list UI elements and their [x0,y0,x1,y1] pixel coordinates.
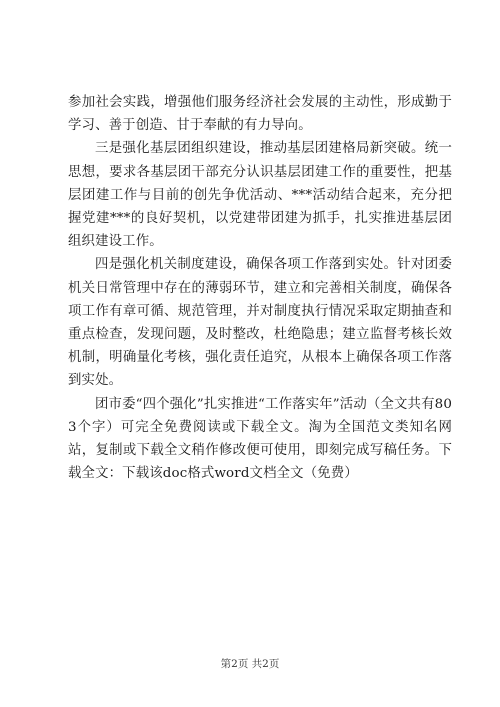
paragraph-continuation: 参加社会实践，增强他们服务经济社会发展的主动性，形成勤于学习、善于创造、甘于奉献的有力导向。 [68,95,452,134]
document-body [68,91,452,485]
page-number-footer: 第2页 共2页 [220,658,280,670]
paragraph-grassroots-organization: 三是强化基层团组织建设，推动基层团建格局新突破。统一思想，要求各基层团干部充分认识基层团建工作的重要性，把基层团建工作与目前的创先争优活动、***活动结合起来，充分把握党建***的良好契机，以党建带团建为抓手，扎实推进基层团组织建设工作。 [68,141,452,250]
paragraph-download-notice: 团市委“四个强化”扎实推进“工作落实年”活动（全文共有803个字）可完全免费阅读或下载全文。淘为全国范文类知名网站，复制或下载全文稍作修改便可使用，即刻完成写稿任务。下载全文：下载该doc格式word文档全文（免费） [68,396,452,482]
paragraph-institutional-system: 四是强化机关制度建设，确保各项工作落到实处。针对团委机关日常管理中存在的薄弱环节，建立和完善相关制度，确保各项工作有章可循、规范管理，并对制度执行情况采取定期抽查和重点检查，发现问题，及时整改，杜绝隐患；建立监督考核长效机制，明确量化考核，强化责任追究，从根本上确保各项工作落到实处。 [68,257,452,389]
